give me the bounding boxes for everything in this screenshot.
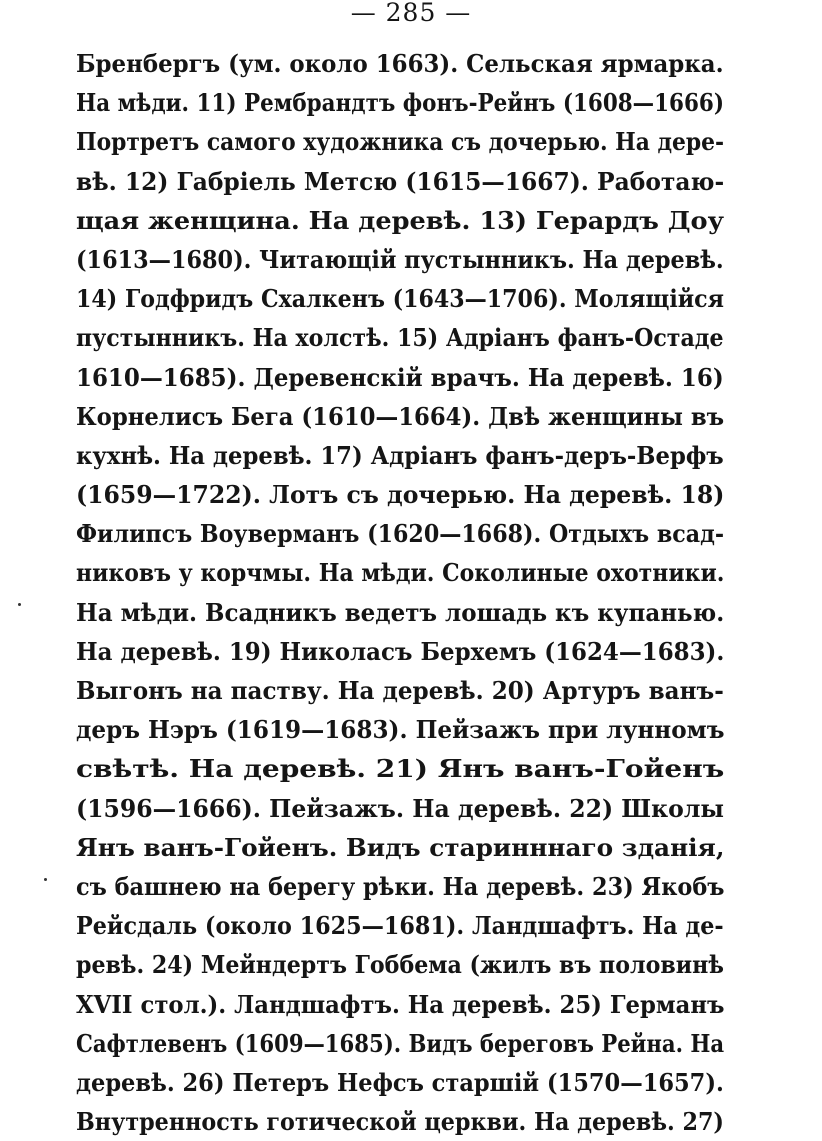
text-line: (1596—1666). Пейзажъ. На деревѣ. 22) Школы: [76, 793, 724, 823]
ink-speck: [18, 603, 21, 606]
text-line: Бренбергъ (ум. около 1663). Сельская ярмарка.: [76, 49, 724, 78]
text-line: Корнелисъ Бега (1610—1664). Двѣ женщины въ: [76, 401, 725, 431]
text-line: (1659—1722). Лотъ съ дочерью. На деревѣ. 18): [76, 480, 725, 510]
text-line: Филипсъ Воуверманъ (1620—1668). Отдыхъ всад-: [76, 519, 725, 549]
text-line: деръ Нэръ (1619—1683). Пейзажъ при лунномъ: [76, 715, 725, 745]
text-line: (1613—1680). Читающій пустынникъ. На деревѣ.: [76, 244, 724, 274]
text-line: ревѣ. 24) Мейндертъ Гоббема (жилъ въ половинѣ: [76, 950, 724, 980]
text-line: На мѣди. Всадникъ ведетъ лошадь къ купанью.: [76, 597, 725, 627]
text-line: съ башнею на берегу рѣки. На деревѣ. 23) Якобъ: [76, 871, 725, 901]
text-line: пустынникъ. На холстѣ. 15) Адріанъ фанъ-Остаде: [76, 323, 724, 353]
text-line: щая женщина. На деревѣ. 13) Герардъ Доу: [76, 205, 724, 235]
text-line: 1610—1685). Деревенскій врачъ. На деревѣ. 16): [76, 362, 724, 392]
text-line: Внутренность готической церкви. На деревѣ. 27): [76, 1107, 724, 1137]
text-line: Сафтлевенъ (1609—1685). Видъ береговъ Рейна. На: [76, 1028, 725, 1058]
text-line: Портретъ самого художника съ дочерью. На дере-: [76, 127, 725, 157]
text-line: XVII стол.). Ландшафтъ. На деревѣ. 25) Германъ: [76, 989, 725, 1019]
text-line: Янъ ванъ-Гойенъ. Видъ старинннаго зданія,: [76, 832, 725, 862]
body-text: [76, 44, 724, 1141]
text-line: вѣ. 12) Габріель Метсю (1615—1667). Работаю-: [76, 166, 725, 196]
text-line: деревѣ. 26) Петеръ Нефсъ старшій (1570—1657).: [76, 1067, 724, 1097]
text-line: Рейсдаль (около 1625—1681). Ландшафтъ. На де-: [76, 911, 724, 941]
ink-speck: [44, 878, 47, 881]
text-line: кухнѣ. На деревѣ. 17) Адріанъ фанъ-деръ-Верфъ: [76, 440, 724, 470]
text-line: На деревѣ. 19) Николасъ Берхемъ (1624—1683).: [76, 636, 725, 666]
text-line: никовъ у корчмы. На мѣди. Соколиные охотники.: [76, 558, 725, 588]
page-number: — 285 —: [350, 0, 472, 27]
text-line: 14) Годфридъ Схалкенъ (1643—1706). Молящійся: [76, 284, 724, 314]
text-line: На мѣди. 11) Рембрандтъ фонъ-Рейнъ (1608—1666): [76, 88, 724, 118]
text-line: Выгонъ на паству. На деревѣ. 20) Артуръ ванъ-: [76, 676, 724, 705]
text-line: свѣтѣ. На деревѣ. 21) Янъ ванъ-Гойенъ: [76, 754, 725, 784]
